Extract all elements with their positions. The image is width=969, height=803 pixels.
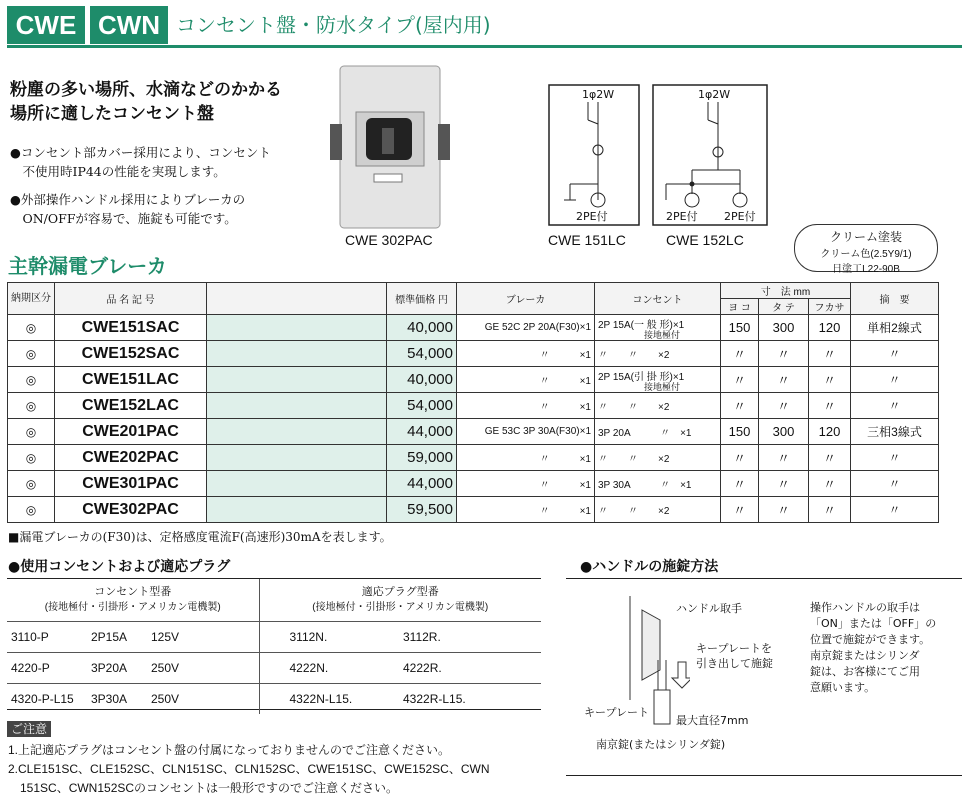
row-depth [809,315,851,341]
row-blank [207,497,387,523]
row-note-text: 〃 [888,347,901,361]
row-mark-text: ◎ [25,502,37,517]
row-outlet-sub: 接地極付 [644,329,681,340]
th-note: 摘 要 [851,283,939,315]
row-price [387,471,457,497]
row-outlet-text: 2P 15A(引 掛 形)×1 [598,371,685,383]
row-code-text: CWE151SAC [81,318,180,336]
row-breaker [457,367,595,393]
row-height [759,445,809,471]
row-code [55,315,207,341]
row-price [387,393,457,419]
row-code [55,393,207,419]
diagram-2-caption: CWE 152LC [666,232,744,248]
plug-cell-c: 250V [147,684,259,715]
row-mark-text: ◎ [25,372,37,387]
plug-cell-b: 3P30A [87,684,147,715]
plug-h1-sub: (接地極付・引掛形・アメリカン電機製) [44,602,221,613]
lock-desc-line: 意願います。 [810,681,876,694]
row-height [759,471,809,497]
row-outlet [595,315,721,341]
plug-row [7,622,541,653]
diagram-1-caption: CWE 151LC [548,232,626,248]
plug-h2-title: 適応プラグ型番 [361,586,439,598]
row-note-text: 〃 [888,399,901,413]
product-caption: CWE 302PAC [345,232,433,248]
plug-cell-d: 3112N. [259,622,399,653]
plug-cell-d: 4222N. [259,653,399,684]
badge-cwe: CWE [7,6,85,44]
row-height [759,393,809,419]
th-delivery: 納期区分 [8,283,55,315]
row-width-text: 〃 [732,503,746,518]
row-mark [8,497,55,523]
diagram-2-top: 1φ2W [698,88,731,101]
plug-table-frame [7,578,541,710]
row-blank [207,315,387,341]
row-outlet [595,471,721,497]
row-price [387,315,457,341]
row-breaker-text: 〃 ×1 [539,454,591,465]
row-code-text: CWE301PAC [82,474,179,492]
row-code [55,367,207,393]
row-code-text: CWE201PAC [82,422,179,440]
row-price-text: 54,000 [407,345,453,362]
row-height-text: 300 [772,424,795,439]
plug-table [7,579,541,714]
row-note-text: 三相3線式 [867,425,922,439]
bullet-2 [10,190,245,228]
lead-line-1: 粉塵の多い場所、水滴などのかかる [10,80,282,100]
lock-desc-line: 「ON」または「OFF」の [810,617,937,630]
row-outlet [595,445,721,471]
row-price [387,497,457,523]
caution-label [7,718,51,737]
bullet-2-line-1: ●外部操作ハンドル採用によりブレーカの [10,192,246,207]
row-note [851,393,939,419]
row-height-text: 〃 [776,451,790,466]
plug-cell-c: 250V [147,653,259,684]
row-depth-text: 〃 [822,477,836,492]
row-price [387,419,457,445]
row-breaker-text: 〃 ×1 [539,402,591,413]
row-blank [207,393,387,419]
row-code [55,341,207,367]
lock-desc-line: 位置で施錠ができます。 [810,633,931,646]
row-breaker [457,393,595,419]
row-price-text: 40,000 [407,319,453,336]
row-height-text: 300 [772,320,795,335]
row-outlet-text: 2P 15A(一 般 形)×1 [598,319,685,331]
row-price-text: 44,000 [407,475,453,492]
row-width [721,367,759,393]
row-width-text: 〃 [732,373,746,388]
row-note-text: 〃 [888,477,901,491]
row-code [55,471,207,497]
row-note-text: 〃 [888,373,901,387]
table-row [8,419,939,445]
row-price-text: 59,500 [407,501,453,518]
row-mark-text: ◎ [25,320,37,335]
row-note-text: 〃 [888,451,901,465]
caution-label-text: ご注意 [7,721,51,737]
plug-h2-sub: (接地極付・引掛形・アメリカン電機製) [312,602,489,613]
row-height-text: 〃 [776,399,790,414]
row-depth [809,445,851,471]
row-height-text: 〃 [776,347,790,362]
row-width-text: 〃 [732,451,746,466]
row-depth-text: 〃 [822,399,836,414]
plug-h2 [259,579,541,622]
diagram-2-bottom-1: 2PE付 [666,210,698,223]
row-width-text: 150 [728,320,751,335]
row-breaker [457,445,595,471]
row-mark-text: ◎ [25,424,37,439]
row-depth-text: 〃 [822,503,836,518]
row-depth [809,393,851,419]
row-blank [207,419,387,445]
row-width [721,341,759,367]
th-depth: フカサ [809,299,851,315]
th-dim [721,283,851,299]
row-price-text: 59,000 [407,449,453,466]
row-depth [809,367,851,393]
row-mark [8,393,55,419]
th-height: タ テ [759,299,809,315]
paint-line-2: クリーム色(2.5Y9/1) [820,249,912,260]
bullet-1-line-1: ●コンセント部カバー採用により、コンセント [10,145,271,160]
row-note [851,471,939,497]
caution-note-1: 1.上記適応プラグはコンセント盤の付属になっておりませんのでご注意ください。 [8,743,451,757]
row-depth-text: 〃 [822,451,836,466]
lock-desc-line: 操作ハンドルの取手は [810,601,920,614]
row-height [759,419,809,445]
header-rule [7,45,962,48]
row-height [759,315,809,341]
row-breaker-text: 〃 ×1 [539,480,591,491]
bullet-1 [10,143,271,181]
table-row [8,367,939,393]
row-outlet-text: 〃 〃 ×2 [598,454,670,465]
lead-line-2: 場所に適したコンセント盤 [10,104,214,124]
plug-row [7,653,541,684]
product-photo [330,64,450,232]
row-width [721,315,759,341]
row-mark [8,341,55,367]
row-width-text: 150 [728,424,751,439]
row-breaker [457,471,595,497]
diagram-1-top: 1φ2W [582,88,615,101]
row-outlet [595,393,721,419]
row-width [721,393,759,419]
row-width-text: 〃 [732,399,746,414]
row-blank [207,367,387,393]
plug-cell-e: 4322R-L15. [399,684,541,715]
row-note [851,367,939,393]
row-mark-text: ◎ [25,476,37,491]
row-note-text: 〃 [888,503,901,517]
row-breaker-text: 〃 ×1 [539,376,591,387]
row-outlet [595,419,721,445]
lock-label-plate: キープレート [584,706,650,719]
row-code [55,419,207,445]
plug-title: ●使用コンセントおよび適応プラグ [8,559,231,575]
row-code [55,445,207,471]
row-mark [8,315,55,341]
plug-cell-c: 125V [147,622,259,653]
row-price-text: 40,000 [407,371,453,388]
row-depth-text: 120 [818,320,841,335]
lock-title: ●ハンドルの施錠方法 [580,559,719,575]
plug-cell-e: 3112R. [399,622,541,653]
th-price-label: 標準価格 [395,295,436,306]
lock-label-key-2: 引き出して施錠 [696,657,773,670]
lock-desc-line: 南京錠またはシリンダ [810,649,920,662]
table-row [8,445,939,471]
plug-h1-title: コンセント型番 [94,586,172,598]
table-row [8,341,939,367]
row-outlet [595,341,721,367]
row-outlet [595,497,721,523]
row-outlet-text: 3P 30A 〃 ×1 [598,480,692,491]
row-height-text: 〃 [776,503,790,518]
plug-row [7,684,541,715]
th-price-unit: 円 [437,295,448,306]
lock-label-key-1: キープレートを [696,642,773,655]
table-row [8,497,939,523]
lock-description [810,600,936,696]
lock-label-padlock: 南京錠(またはシリンダ錠) [596,738,726,751]
row-code-text: CWE152LAC [82,396,179,414]
row-mark-text: ◎ [25,346,37,361]
row-depth-text: 〃 [822,373,836,388]
row-outlet-text: 〃 〃 ×2 [598,350,670,361]
lock-desc-line: 錠は、お客様にてご用 [810,665,920,678]
lock-label-handle: ハンドル取手 [676,602,742,615]
table-row [8,471,939,497]
row-outlet [595,367,721,393]
row-price [387,367,457,393]
row-depth [809,419,851,445]
row-note [851,341,939,367]
th-blank [207,283,387,315]
th-dim-label: 寸 法 [760,287,791,298]
th-price [387,283,457,315]
row-outlet-text: 〃 〃 ×2 [598,402,670,413]
row-blank [207,471,387,497]
row-blank [207,445,387,471]
th-breaker: ブレーカ [457,283,595,315]
row-note [851,497,939,523]
plug-cell-b: 3P20A [87,653,147,684]
paint-line-3: 日塗工L22-90B [832,264,900,275]
row-outlet-text: 3P 20A 〃 ×1 [598,428,692,439]
row-width [721,419,759,445]
row-width-text: 〃 [732,347,746,362]
row-outlet-sub: 接地極付 [644,381,681,392]
row-code-text: CWE152SAC [81,344,180,362]
row-note [851,419,939,445]
row-breaker [457,497,595,523]
plug-cell-a: 3110-P [7,622,87,653]
bullet-2-line-2: ON/OFFが容易で、施錠も可能です。 [10,211,237,226]
diagram-2-bottom-2: 2PE付 [724,210,756,223]
paint-badge [794,224,938,275]
row-depth-text: 120 [818,424,841,439]
plug-cell-d: 4322N-L15. [259,684,399,715]
row-width [721,445,759,471]
row-price-text: 44,000 [407,423,453,440]
row-height [759,367,809,393]
lock-label-diameter: 最大直径7mm [676,714,749,727]
row-mark [8,445,55,471]
row-depth-text: 〃 [822,347,836,362]
section-title: 主幹漏電ブレーカ [8,254,167,278]
caution-note-2b: 151SC、CWN152SCのコンセントは一般形ですのでご注意ください。 [8,781,399,795]
row-breaker-text: GE 52C 2P 20A(F30)×1 [484,322,591,333]
row-code-text: CWE151LAC [82,370,179,388]
row-height-text: 〃 [776,373,790,388]
row-width [721,471,759,497]
row-mark [8,471,55,497]
row-code [55,497,207,523]
plug-cell-a: 4220-P [7,653,87,684]
row-note [851,445,939,471]
th-width: ヨ コ [721,299,759,315]
row-breaker [457,419,595,445]
row-breaker-text: 〃 ×1 [539,350,591,361]
product-table [7,282,939,523]
plug-cell-a: 4320-P-L15 [7,684,87,715]
row-code-text: CWE302PAC [82,500,179,518]
page-title: コンセント盤・防水タイプ(屋内用) [176,13,491,37]
row-note-text: 単相2線式 [867,321,922,335]
row-code-text: CWE202PAC [82,448,179,466]
row-breaker-text: GE 53C 3P 30A(F30)×1 [484,426,591,437]
row-mark [8,419,55,445]
row-blank [207,341,387,367]
caution-note-2a: 2.CLE151SC、CLE152SC、CLN151SC、CLN152SC、CWE151SC、CWE152SC、CWN [8,762,490,776]
footnote: ■漏電ブレーカの(F30)は、定格感度電流F(高速形)30mAを表します。 [8,530,392,544]
wiring-diagram-151lc [548,84,640,226]
diagram-1-bottom: 2PE付 [576,210,608,223]
row-height [759,497,809,523]
caution-notes [8,741,490,798]
paint-line-1: クリーム塗装 [829,230,902,244]
row-height-text: 〃 [776,477,790,492]
row-depth [809,471,851,497]
row-mark-text: ◎ [25,450,37,465]
row-mark-text: ◎ [25,398,37,413]
row-breaker-text: 〃 ×1 [539,506,591,517]
row-breaker [457,315,595,341]
row-breaker [457,341,595,367]
table-row [8,393,939,419]
row-price [387,341,457,367]
plug-cell-b: 2P15A [87,622,147,653]
row-depth [809,497,851,523]
row-price-text: 54,000 [407,397,453,414]
row-height [759,341,809,367]
wiring-diagram-152lc [652,84,768,226]
plug-cell-e: 4222R. [399,653,541,684]
plug-h1 [7,579,259,622]
row-mark [8,367,55,393]
table-row [8,315,939,341]
row-note [851,315,939,341]
th-outlet: コンセント [595,283,721,315]
th-dim-unit: mm [793,287,811,298]
row-width [721,497,759,523]
badge-cwn: CWN [90,6,168,44]
bullet-1-line-2: 不使用時IP44の性能を実現します。 [10,164,226,179]
row-width-text: 〃 [732,477,746,492]
row-price [387,445,457,471]
row-depth [809,341,851,367]
th-code: 品 名 記 号 [55,283,207,315]
row-outlet-text: 〃 〃 ×2 [598,506,670,517]
